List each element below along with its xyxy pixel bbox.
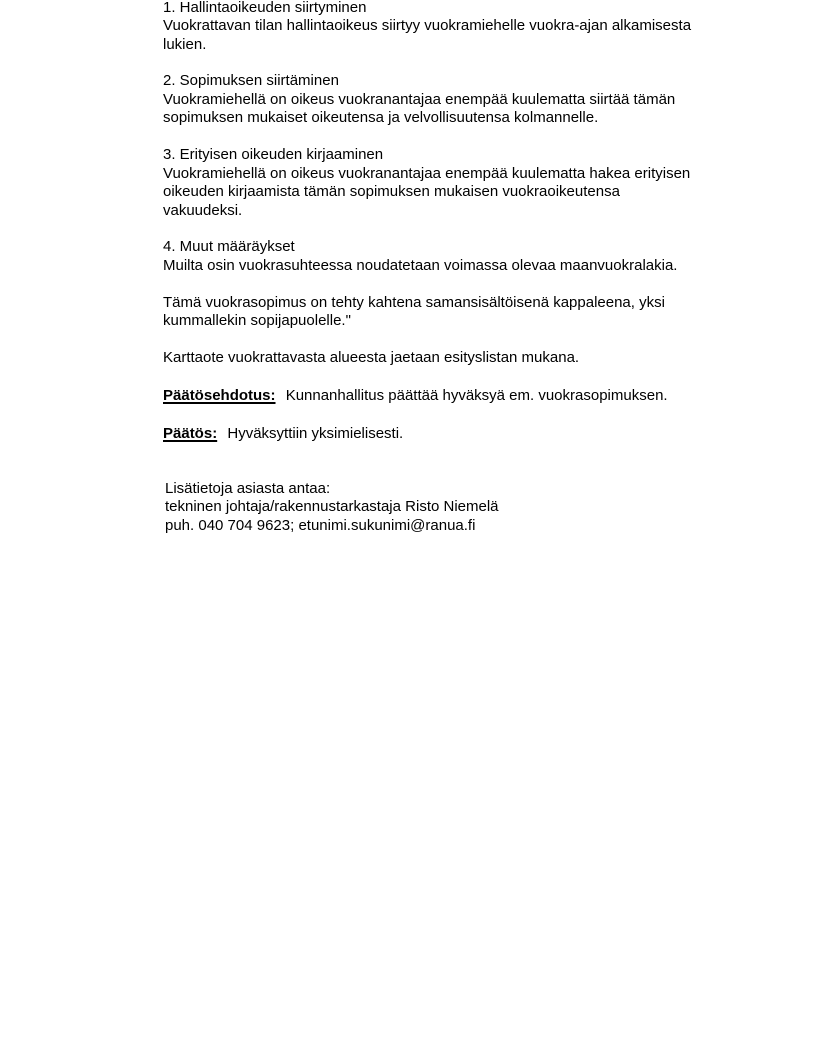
decision-label: Päätös: [163,425,218,442]
contact-phone-email: puh. 040 704 9623; etunimi.sukunimi@ranua.fi [165,517,476,534]
section-3-text: oikeuden kirjaamista tämän sopimuksen mukaisen vuokraoikeutensa [163,183,620,200]
section-2-text: Vuokramiehellä on oikeus vuokranantajaa enempää kuulematta siirtää tämän [163,91,676,108]
section-4-text: Muilta osin vuokrasuhteessa noudatetaan voimassa olevaa maanvuokralakia. [163,257,678,274]
section-3-text: vakuudeksi. [163,202,243,219]
decision-text: Hyväksyttiin yksimielisesti. [227,425,404,442]
closing-text: Tämä vuokrasopimus on tehty kahtena samansisältöisenä kappaleena, yksi [163,294,665,311]
section-1-heading: 1. Hallintaoikeuden siirtyminen [163,0,367,16]
section-3-text: Vuokramiehellä on oikeus vuokranantajaa enempää kuulematta hakea erityisen [163,165,691,182]
proposal [163,387,668,405]
proposal-text: Kunnanhallitus päättää hyväksyä em. vuokrasopimuksen. [285,387,668,404]
decision [163,425,403,443]
section-3-heading: 3. Erityisen oikeuden kirjaaminen [163,146,384,163]
closing-text: kummallekin sopijapuolelle." [163,312,351,329]
section-2-text: sopimuksen mukaiset oikeutensa ja velvollisuutensa kolmannelle. [163,109,599,126]
section-4-heading: 4. Muut määräykset [163,238,295,255]
contact-person: tekninen johtaja/rakennustarkastaja Risto Niemelä [165,498,499,515]
contact-intro: Lisätietoja asiasta antaa: [165,480,331,497]
section-2-heading: 2. Sopimuksen siirtäminen [163,72,339,89]
section-1-text: lukien. [163,36,207,53]
section-1-text: Vuokrattavan tilan hallintaoikeus siirtyy vuokramiehelle vuokra-ajan alkamisesta [163,17,692,34]
map-note: Karttaote vuokrattavasta alueesta jaetaan esityslistan mukana. [163,349,580,366]
proposal-label: Päätösehdotus: [163,387,276,404]
